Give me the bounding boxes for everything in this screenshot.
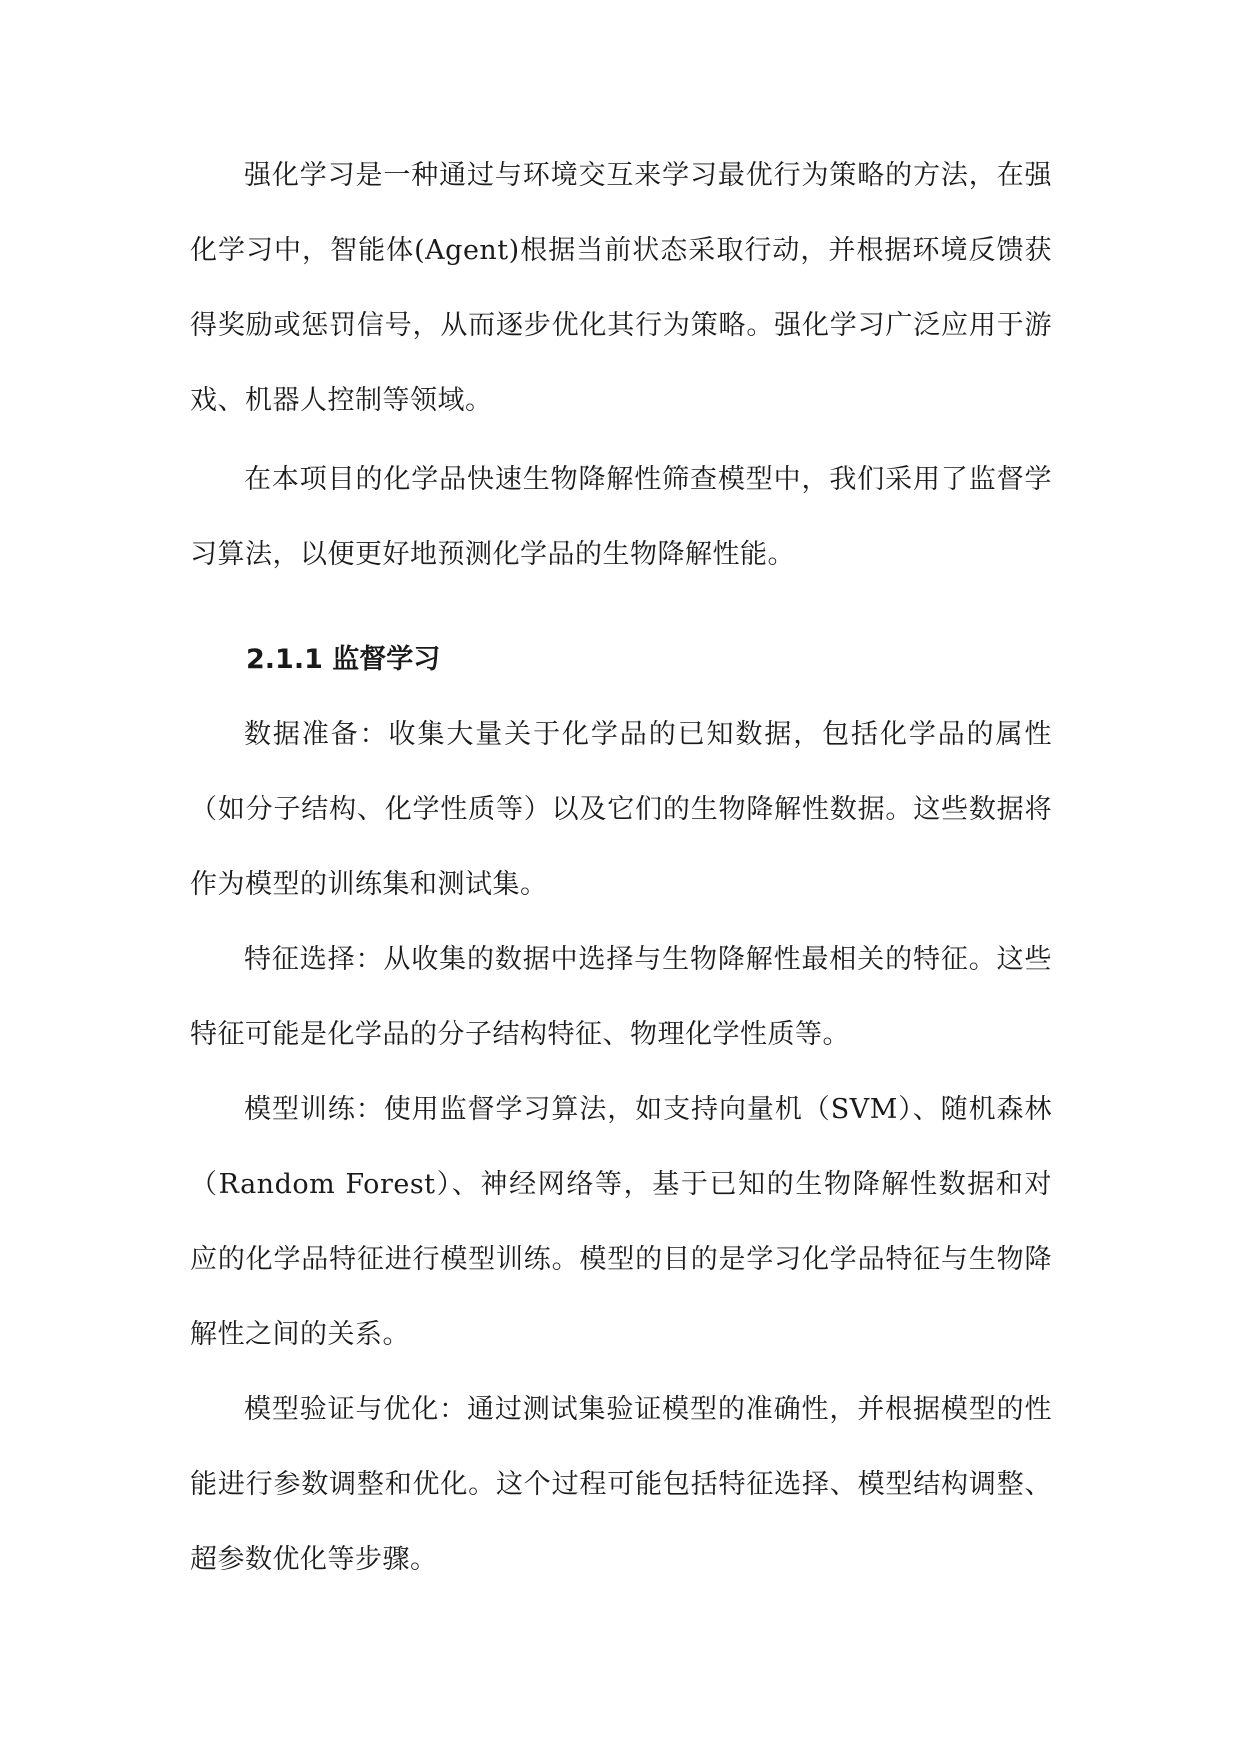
paragraph-feature-selection: 特征选择：从收集的数据中选择与生物降解性最相关的特征。这些特征可能是化学品的分子结构特征、物理化学性质等。 — [190, 944, 1052, 1050]
paragraph-project-approach: 在本项目的化学品快速生物降解性筛查模型中，我们采用了监督学习算法，以便更好地预测化学品的生物降解性能。 — [190, 464, 1052, 570]
paragraph-data-preparation: 数据准备：收集大量关于化学品的已知数据，包括化学品的属性（如分子结构、化学性质等）以及它们的生物降解性数据。这些数据将作为模型的训练集和测试集。 — [190, 719, 1052, 900]
paragraph-model-validation: 模型验证与优化：通过测试集验证模型的准确性，并根据模型的性能进行参数调整和优化。这个过程可能包括特征选择、模型结构调整、超参数优化等步骤。 — [190, 1394, 1052, 1575]
section-heading: 2.1.1 监督学习 — [246, 644, 441, 675]
paragraph-reinforcement-learning: 强化学习是一种通过与环境交互来学习最优行为策略的方法，在强化学习中，智能体(Agent)根据当前状态采取行动，并根据环境反馈获得奖励或惩罚信号，从而逐步优化其行为策略。强化学习广泛应用于游戏、机器人控制等领域。 — [190, 160, 1052, 416]
document-page — [190, 138, 1052, 1597]
paragraph-model-training: 模型训练：使用监督学习算法，如支持向量机（SVM）、随机森林（Random Forest）、神经网络等，基于已知的生物降解性数据和对应的化学品特征进行模型训练。模型的目的是学习化学品特征与生物降解性之间的关系。 — [190, 1094, 1052, 1350]
